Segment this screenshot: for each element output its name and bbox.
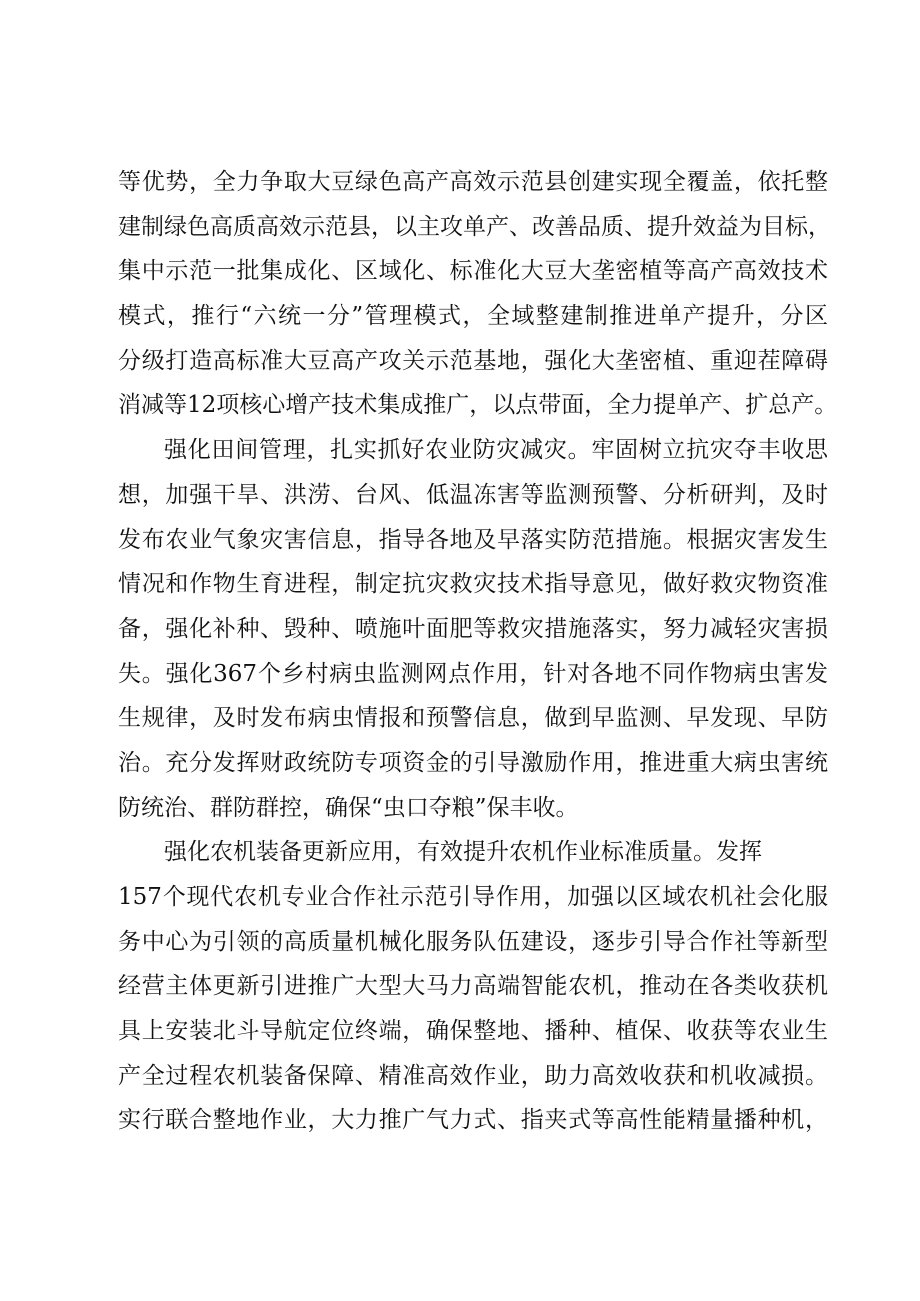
paragraph-2 — [118, 428, 828, 830]
text-line: 生规律，及时发布病虫情报和预警信息，做到早监测、早发现、早防 — [118, 705, 828, 732]
text-line: 模式，推行“六统一分”管理模式，全域整建制推进单产提升，分区 — [118, 303, 828, 330]
text-line: 备，强化补种、毁种、喷施叶面肥等救灾措施落实，努力减轻灾害损 — [118, 615, 828, 642]
text-line: 强化农机装备更新应用，有效提升农机作业标准质量。发挥 — [164, 839, 762, 866]
text-line: 治。充分发挥财政统防专项资金的引导激励作用，推进重大病虫害统 — [118, 749, 828, 776]
text-line: 建制绿色高质高效示范县，以主攻单产、改善品质、提升效益为目标， — [118, 213, 831, 240]
paragraph-3 — [118, 830, 828, 1143]
text-line: 消减等12项核心增产技术集成推广，以点带面，全力提单产、扩总产。 — [118, 392, 838, 419]
text-line: 157个现代农机专业合作社示范引导作用，加强以区域农机社会化服 — [118, 884, 828, 910]
text-line: 想，加强干旱、洪涝、台风、低温冻害等监测预警、分析研判，及时 — [118, 481, 828, 508]
text-line: 实行联合整地作业，大力推广气力式、指夹式等高性能精量播种机， — [118, 1107, 828, 1134]
text-line: 务中心为引领的高质量机械化服务队伍建设，逐步引导合作社等新型 — [118, 928, 828, 955]
text-line: 发布农业气象灾害信息，指导各地及早落实防范措施。根据灾害发生 — [118, 526, 828, 553]
text-line: 防统治、群防群控，确保“虫口夺粮”保丰收。 — [118, 794, 579, 821]
text-line: 经营主体更新引进推广大型大马力高端智能农机，推动在各类收获机 — [118, 973, 828, 1000]
text-line: 具上安装北斗导航定位终端，确保整地、播种、植保、收获等农业生 — [118, 1018, 828, 1045]
text-line: 分级打造高标准大豆高产攻关示范基地，强化大垄密植、重迎茬障碍 — [118, 347, 828, 374]
document-body — [118, 160, 838, 1143]
text-line: 情况和作物生育进程，制定抗灾救灾技术指导意见，做好救灾物资准 — [118, 571, 828, 598]
text-line: 失。强化367个乡村病虫监测网点作用，针对各地不同作物病虫害发 — [118, 660, 828, 687]
text-line: 集中示范一批集成化、区域化、标准化大豆大垄密植等高产高效技术 — [118, 258, 828, 285]
text-line: 强化田间管理，扎实抓好农业防灾减灾。牢固树立抗灾夺丰收思 — [164, 437, 828, 464]
paragraph-1 — [118, 160, 838, 428]
text-line: 等优势，全力争取大豆绿色高产高效示范县创建实现全覆盖，依托整 — [118, 169, 828, 195]
text-line: 产全过程农机装备保障、精准高效作业，助力高效收获和机收减损。 — [118, 1062, 828, 1089]
